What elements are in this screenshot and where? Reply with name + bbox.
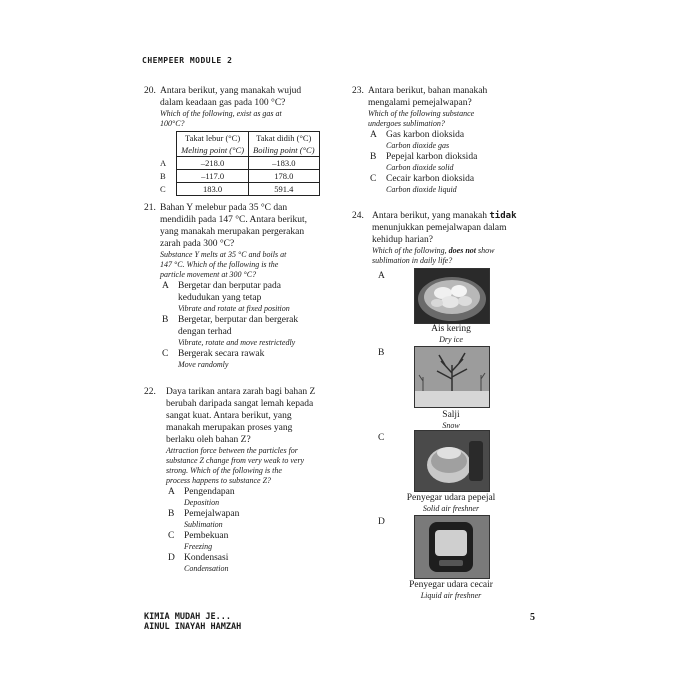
snow-image bbox=[414, 346, 490, 408]
question-23 bbox=[352, 85, 535, 195]
question-text: Daya tarikan antara zarah bagi bahan Z bbox=[166, 387, 316, 397]
table-row: A –218.0 –183.0 bbox=[160, 157, 319, 170]
option-a-label[interactable]: A bbox=[378, 271, 385, 281]
option-d[interactable]: D Kondensasi Condensation bbox=[168, 553, 229, 573]
table-header: Boiling point (°C) bbox=[249, 144, 319, 157]
option-b[interactable]: B Pemejalwapan Sublimation bbox=[168, 509, 240, 529]
question-number: 23. bbox=[352, 86, 364, 96]
question-translation: strong. Which of the following is the bbox=[166, 466, 282, 475]
question-translation: Which of the following substance bbox=[368, 109, 475, 118]
melting-boiling-table bbox=[160, 131, 320, 196]
snow-caption: Salji Snow bbox=[442, 410, 460, 430]
solid-air-freshener-image bbox=[414, 430, 490, 492]
option-c-label[interactable]: C bbox=[378, 433, 385, 443]
table-header: Takat lebur (°C) bbox=[177, 132, 249, 145]
option-d-label[interactable]: D bbox=[378, 517, 385, 527]
option-c[interactable]: C Bergerak secara rawak Move randomly bbox=[162, 349, 265, 369]
option-b-label[interactable]: B bbox=[378, 348, 385, 358]
question-number: 24. bbox=[352, 211, 364, 221]
question-text: manakah merupakan proses yang bbox=[166, 423, 293, 433]
question-text: yang manakah merupakan pergerakan bbox=[160, 227, 305, 237]
option-b[interactable]: B Pepejal karbon dioksida Carbon dioxide solid bbox=[370, 152, 478, 172]
question-text: dalam keadaan gas pada 100 °C? bbox=[160, 98, 286, 108]
table-row: B –117.0 178.0 bbox=[160, 170, 319, 183]
question-number: 21. bbox=[144, 203, 156, 213]
question-text: Antara berikut, bahan manakah bbox=[368, 86, 488, 96]
option-a[interactable]: A Pengendapan Deposition bbox=[168, 487, 235, 507]
question-22 bbox=[144, 386, 330, 574]
question-translation: Which of the following, does not show bbox=[372, 246, 495, 255]
dry-ice-image bbox=[414, 268, 490, 324]
question-text: mengalami pemejalwapan? bbox=[368, 98, 472, 108]
question-translation: 100°C? bbox=[160, 119, 185, 128]
module-header: CHEMPEER MODULE 2 bbox=[142, 56, 233, 65]
question-24 bbox=[352, 210, 535, 266]
question-text: kehidup harian? bbox=[372, 235, 433, 245]
option-b[interactable]: B Bergetar, berputar dan bergerak dengan terhad Vibrate, rotate and move restrictedly bbox=[162, 315, 299, 347]
question-text: Antara berikut, yang manakah wujud bbox=[160, 86, 302, 96]
question-translation: Attraction force between the particles for bbox=[166, 446, 298, 455]
question-translation: Which of the following, exist as gas at bbox=[160, 109, 282, 118]
question-translation: 147 °C. Which of the following is the bbox=[160, 260, 279, 269]
question-translation: substance Z change from very weak to very bbox=[166, 456, 305, 465]
question-number: 20. bbox=[144, 86, 156, 96]
option-c[interactable]: C Pembekuan Freezing bbox=[168, 531, 229, 551]
question-text: mendidih pada 147 °C. Antara berikut, bbox=[160, 215, 308, 225]
question-text: berlaku oleh bahan Z? bbox=[166, 435, 251, 445]
question-text: sangat kuat. Antara berikut, yang bbox=[166, 411, 292, 421]
question-translation: undergoes sublimation? bbox=[368, 119, 445, 128]
question-translation: sublimation in daily life? bbox=[372, 256, 453, 265]
question-translation: process happens to substance Z? bbox=[166, 476, 272, 485]
question-text: berubah daripada sangat lemah kepada bbox=[166, 399, 314, 409]
liquid-air-freshener-image bbox=[414, 515, 490, 579]
question-text: Bahan Y melebur pada 35 °C dan bbox=[160, 203, 288, 213]
option-a[interactable]: A Gas karbon dioksida Carbon dioxide gas bbox=[370, 130, 465, 150]
question-number: 22. bbox=[144, 387, 156, 397]
dry-ice-caption: Ais kering Dry ice bbox=[431, 324, 471, 344]
option-c[interactable]: C Cecair karbon dioksida Carbon dioxide liquid bbox=[370, 174, 475, 194]
question-text: menunjukkan pemejalwapan dalam bbox=[372, 223, 507, 233]
solid-air-freshener-caption: Penyegar udara pepejal Solid air freshner bbox=[406, 493, 496, 513]
liquid-air-freshener-caption: Penyegar udara cecair Liquid air freshner bbox=[409, 580, 493, 600]
question-translation: particle movement at 300 °C? bbox=[160, 270, 257, 279]
table-header: Takat didih (°C) bbox=[249, 132, 319, 145]
table-row: C 183.0 591.4 bbox=[160, 183, 319, 196]
question-translation: Substance Y melts at 35 °C and boils at bbox=[160, 250, 287, 259]
table-header: Melting point (°C) bbox=[177, 144, 249, 157]
question-text: Antara berikut, yang manakah tidak bbox=[372, 211, 517, 221]
page-number: 5 bbox=[530, 612, 535, 623]
question-text: zarah pada 300 °C? bbox=[160, 239, 235, 249]
question-21 bbox=[144, 202, 330, 370]
question-20 bbox=[144, 85, 344, 196]
footer-credit: KIMIA MUDAH JE... AINUL INAYAH HAMZAH bbox=[144, 612, 242, 632]
option-a[interactable]: A Bergetar dan berputar pada kedudukan yang tetap Vibrate and rotate at fixed position bbox=[162, 281, 290, 313]
